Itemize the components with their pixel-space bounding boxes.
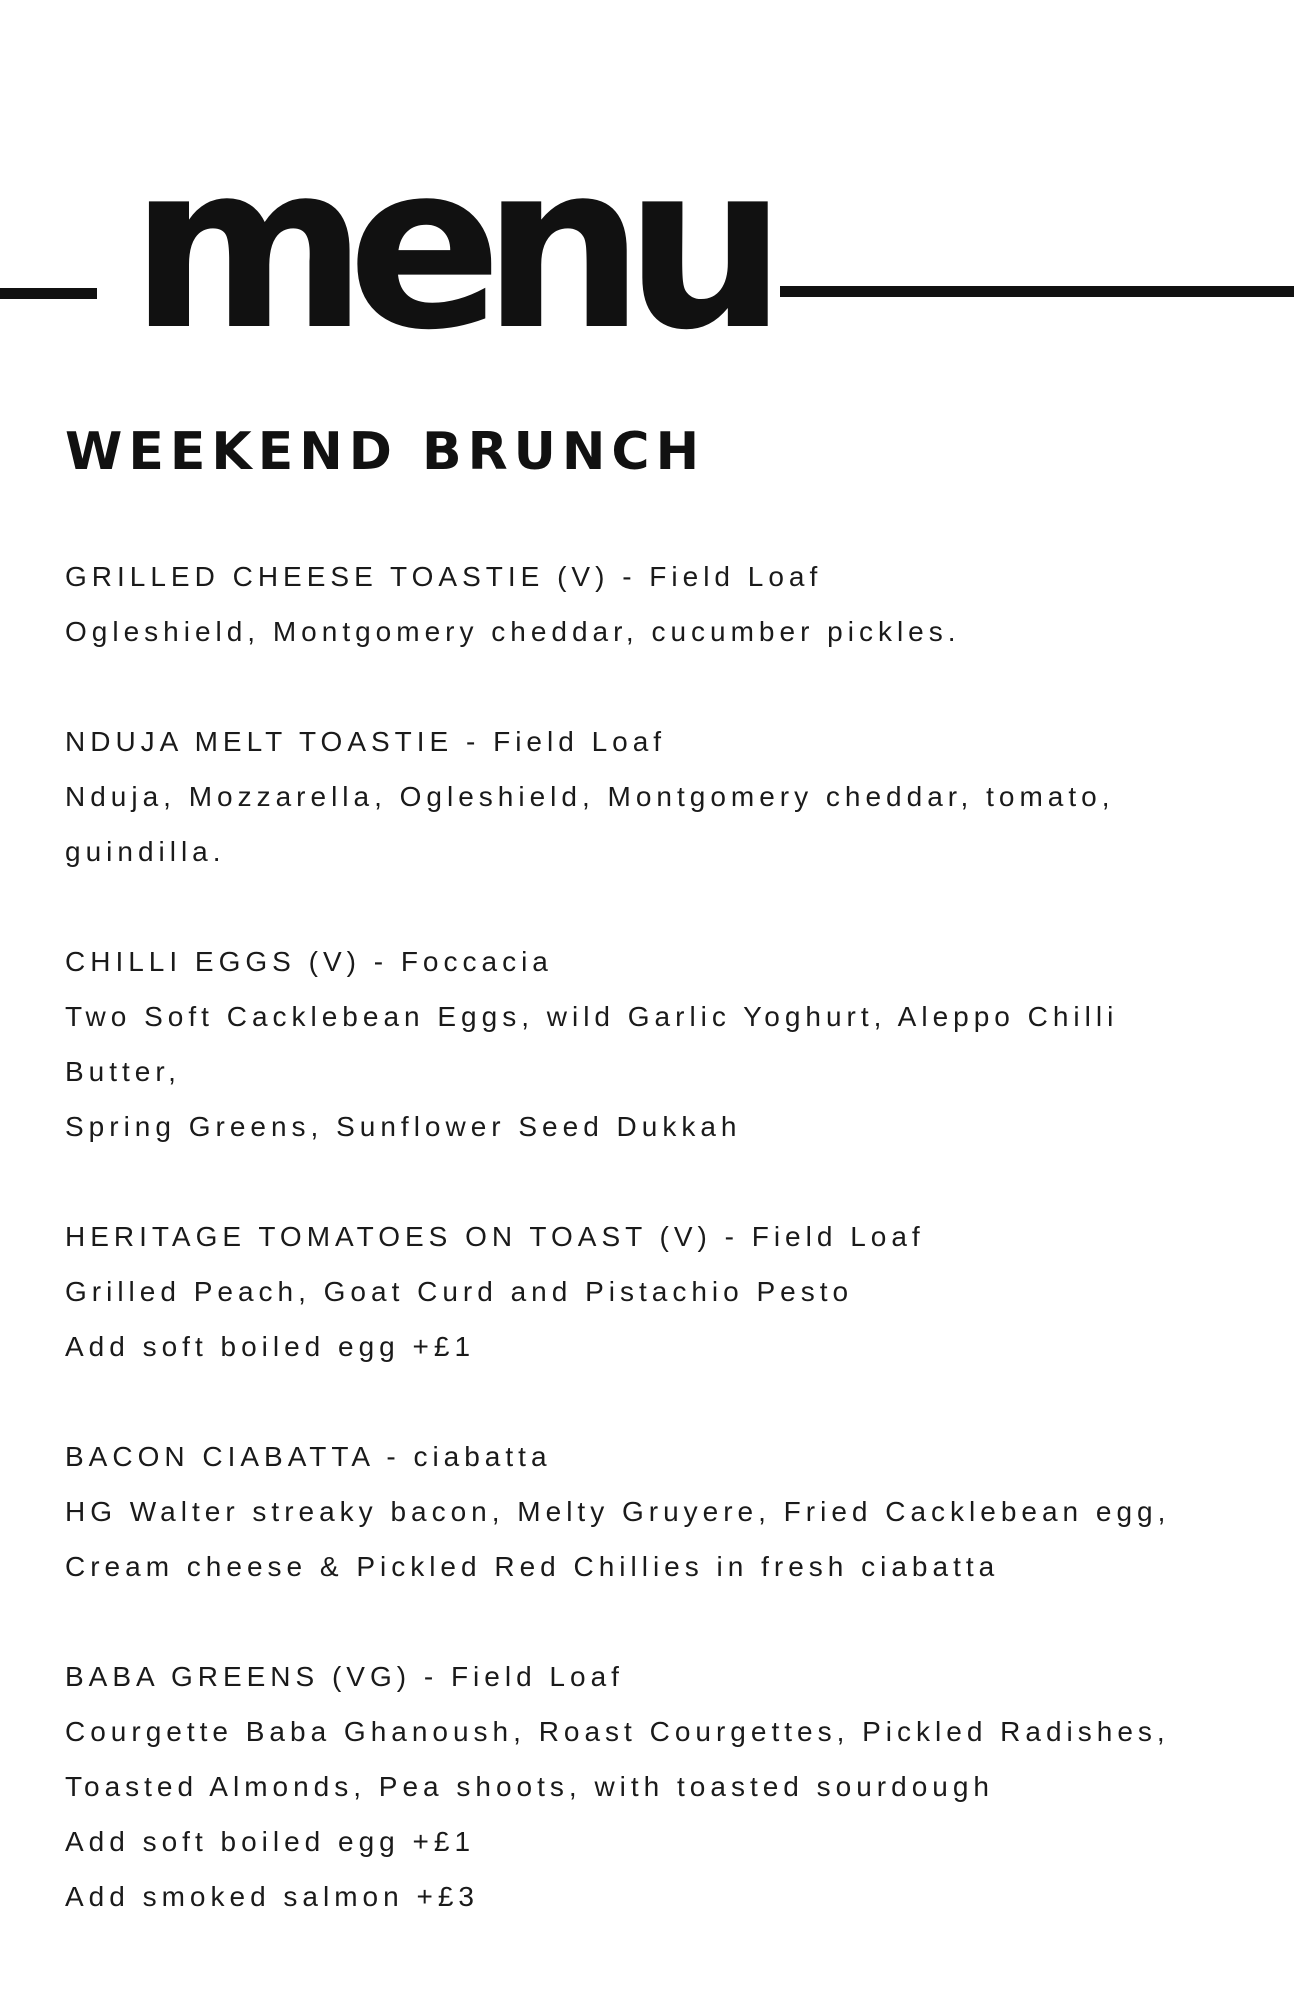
menu-item [65,1649,1265,1924]
menu-item [65,714,1265,879]
menu-title: menu [130,114,767,380]
menu-items-list [65,549,1265,1979]
menu-item [65,934,1265,1154]
menu-item-description: Spring Greens, Sunflower Seed Dukkah [65,1111,742,1142]
title-rule-left [0,288,97,299]
menu-item-heading: GRILLED CHEESE TOASTIE (V) - Field Loaf [65,561,823,592]
menu-item-description: Butter, [65,1056,181,1087]
menu-item-addon: Add smoked salmon +£3 [65,1881,479,1912]
menu-item-heading: BACON CIABATTA - ciabatta [65,1441,552,1472]
menu-item-description: guindilla. [65,836,226,867]
menu-item-description: Courgette Baba Ghanoush, Roast Courgettes, Pickled Radishes, [65,1716,1170,1747]
menu-item-heading: BABA GREENS (VG) - Field Loaf [65,1661,624,1692]
menu-item-description: HG Walter streaky bacon, Melty Gruyere, Fried Cacklebean egg, [65,1496,1171,1527]
menu-item-description: Toasted Almonds, Pea shoots, with toasted sourdough [65,1771,994,1802]
menu-item-description: Ogleshield, Montgomery cheddar, cucumber pickles. [65,616,961,647]
menu-item-addon: Add soft boiled egg +£1 [65,1331,476,1362]
menu-item [65,1209,1265,1374]
section-title: WEEKEND BRUNCH [65,422,706,482]
menu-item-description: Grilled Peach, Goat Curd and Pistachio Pesto [65,1276,854,1307]
menu-item-description: Cream cheese & Pickled Red Chillies in fresh ciabatta [65,1551,1000,1582]
menu-item-heading: HERITAGE TOMATOES ON TOAST (V) - Field Loaf [65,1221,925,1252]
menu-item-heading: NDUJA MELT TOASTIE - Field Loaf [65,726,667,757]
menu-item [65,1429,1265,1594]
menu-item-description: Nduja, Mozzarella, Ogleshield, Montgomery cheddar, tomato, [65,781,1115,812]
menu-item [65,549,1265,659]
menu-item-heading: CHILLI EGGS (V) - Foccacia [65,946,553,977]
title-rule-right [780,286,1294,297]
menu-item-description: Two Soft Cacklebean Eggs, wild Garlic Yoghurt, Aleppo Chilli [65,1001,1119,1032]
menu-item-addon: Add soft boiled egg +£1 [65,1826,476,1857]
